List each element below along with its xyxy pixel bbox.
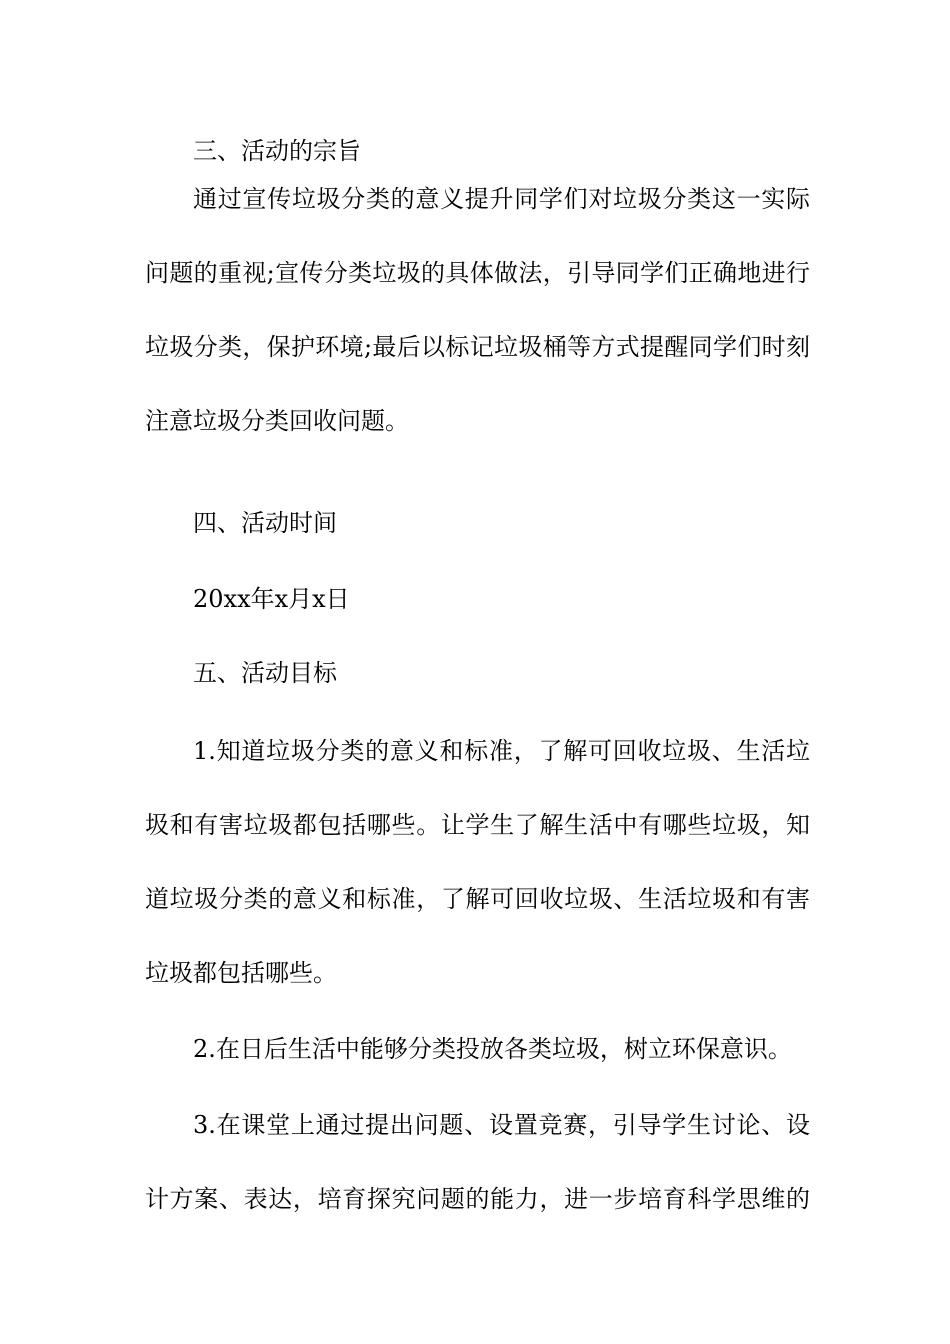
paragraph-line: 计方案、表达，培育探究问题的能力，进一步培育科学思维的 [145, 1185, 810, 1213]
paragraph-line: 道垃圾分类的意义和标准，了解可回收垃圾、生活垃圾和有害 [145, 885, 810, 913]
paragraph-line: 注意垃圾分类回收问题。 [145, 407, 409, 435]
section-heading-time: 四、活动时间 [193, 509, 337, 537]
paragraph-line: 圾和有害垃圾都包括哪些。让学生了解生活中有哪些垃圾，知 [145, 811, 810, 839]
paragraph-line: 3.在课堂上通过提出问题、设置竞赛，引导学生讨论、设 [193, 1111, 810, 1139]
paragraph-line: 问题的重视;宣传分类垃圾的具体做法，引导同学们正确地进行 [145, 259, 810, 287]
section-heading-goals: 五、活动目标 [193, 659, 337, 687]
activity-date: 20xx年x月x日 [193, 585, 350, 613]
section-heading-purpose: 三、活动的宗旨 [193, 137, 361, 165]
paragraph-line: 1.知道垃圾分类的意义和标准，了解可回收垃圾、生活垃 [193, 737, 810, 765]
paragraph-line: 垃圾都包括哪些。 [145, 959, 337, 987]
paragraph-line: 通过宣传垃圾分类的意义提升同学们对垃圾分类这一实际 [193, 185, 810, 213]
paragraph-line: 垃圾分类，保护环境;最后以标记垃圾桶等方式提醒同学们时刻 [145, 333, 810, 361]
paragraph-line: 2.在日后生活中能够分类投放各类垃圾，树立环保意识。 [193, 1035, 792, 1063]
